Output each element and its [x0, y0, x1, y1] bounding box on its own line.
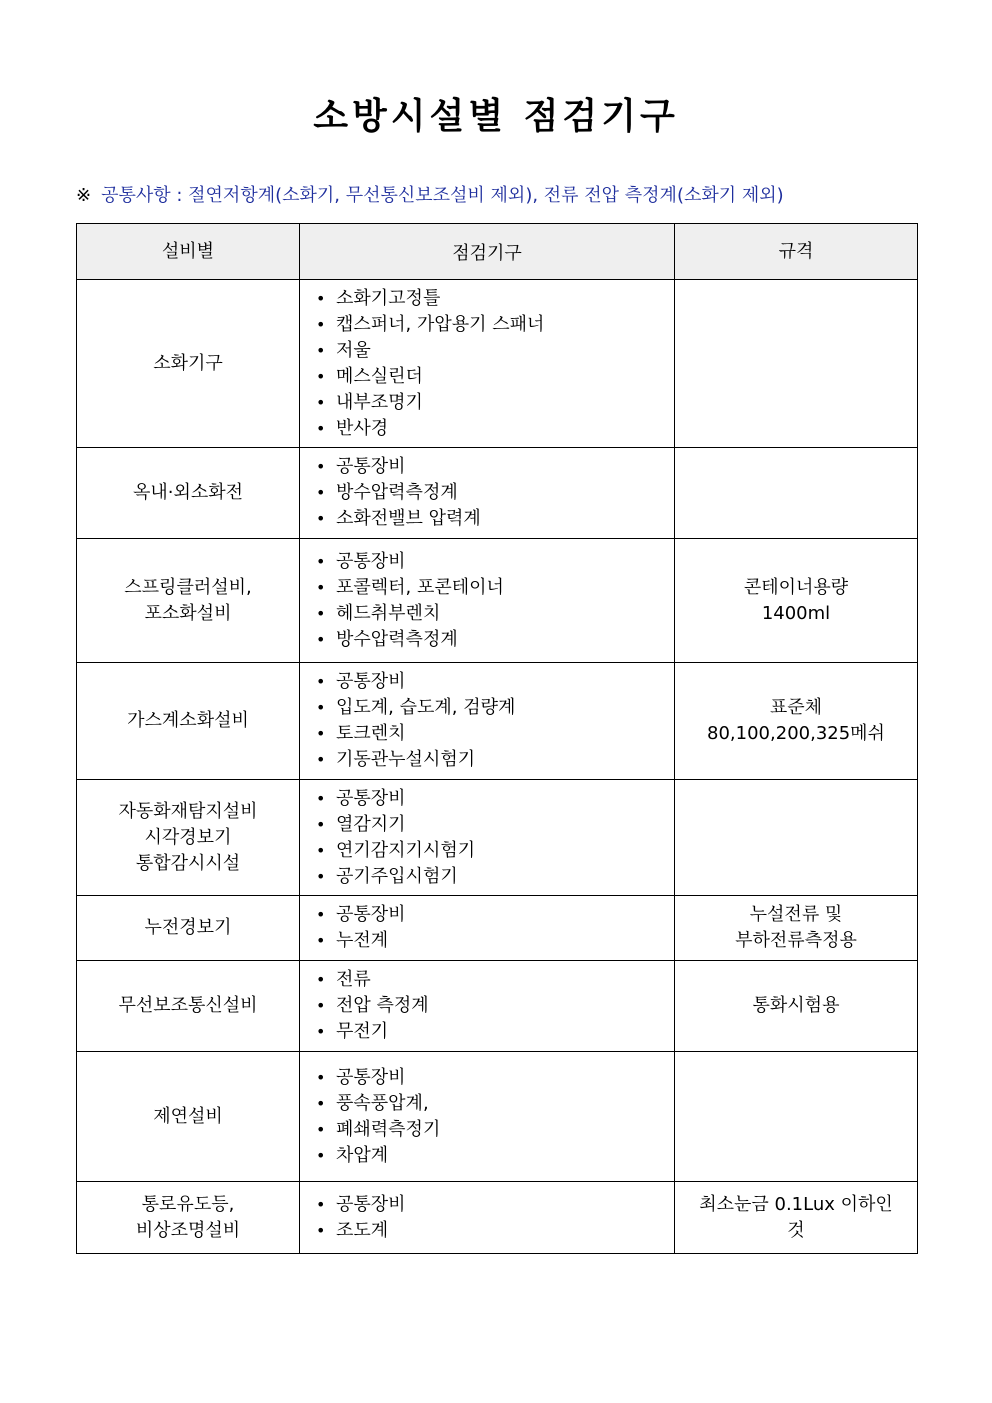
tool-item: • 헤드취부렌치	[316, 601, 674, 627]
spec-text: 표준체	[769, 697, 823, 718]
spec-text: 1400ml	[761, 602, 831, 624]
spec-cell	[675, 1052, 918, 1182]
tool-item: • 메스실린더	[316, 364, 674, 390]
facility-name: 자동화재탐지설비	[118, 800, 258, 822]
tool-item: • 소화전밸브 압력계	[316, 506, 674, 532]
tools-cell	[300, 961, 675, 1052]
spec-text: 누설전류 및	[749, 904, 843, 925]
facility-name: 비상조명설비	[135, 1219, 241, 1241]
spec-text: 부하전류측정용	[735, 930, 857, 951]
spec-cell	[675, 663, 918, 780]
facility-cell	[77, 1182, 300, 1254]
table-row	[77, 663, 918, 780]
facility-cell	[77, 1052, 300, 1182]
table-row	[77, 1052, 918, 1182]
spec-text: 통화시험용	[752, 995, 840, 1016]
tool-item: • 포콜렉터, 포콘테이너	[316, 575, 674, 601]
spec-cell	[675, 448, 918, 539]
facility-cell	[77, 448, 300, 539]
tool-item: • 차압계	[316, 1143, 674, 1169]
tool-item: • 내부조명기	[316, 390, 674, 416]
facility-name: 통로유도등,	[141, 1193, 235, 1215]
inspection-tools-table	[76, 223, 918, 1254]
tool-item: • 소화기고정틀	[316, 286, 674, 312]
tool-item: • 공통장비	[316, 1065, 674, 1091]
tool-item: • 전류	[316, 967, 674, 993]
facility-name: 무선보조통신설비	[118, 995, 258, 1016]
tools-cell	[300, 896, 675, 961]
tools-list	[316, 282, 674, 446]
facility-name: 가스계소화설비	[127, 710, 249, 731]
tool-item: • 공통장비	[316, 902, 674, 928]
tool-item: • 누전계	[316, 928, 674, 954]
table-row	[77, 280, 918, 448]
table-header-row	[77, 224, 918, 280]
spec-text: 80,100,200,325메쉬	[707, 723, 885, 744]
table-row	[77, 1182, 918, 1254]
tool-item: • 입도계, 습도계, 검량계	[316, 695, 674, 721]
tools-cell	[300, 280, 675, 448]
facility-cell	[77, 663, 300, 780]
tools-cell	[300, 1052, 675, 1182]
tool-item: • 공통장비	[316, 669, 674, 695]
tool-item: • 공기주입시험기	[316, 864, 674, 890]
table-row	[77, 896, 918, 961]
notice-text: 공통사항 : 절연저항계(소화기, 무선통신보조설비 제외), 전류 전압 측정계(소화기 제외)	[101, 185, 784, 206]
tools-list	[316, 898, 674, 958]
tool-item: • 공통장비	[316, 454, 674, 480]
tool-item: • 열감지기	[316, 812, 674, 838]
spec-text: 최소눈금 0.1Lux 이하인	[699, 1193, 893, 1215]
tools-list	[316, 665, 674, 777]
tools-list	[316, 782, 674, 894]
facility-cell	[77, 896, 300, 961]
tools-cell	[300, 780, 675, 896]
spec-cell	[675, 896, 918, 961]
table-body	[77, 280, 918, 1254]
spec-cell	[675, 539, 918, 663]
spec-cell	[675, 780, 918, 896]
tool-item: • 무전기	[316, 1019, 674, 1045]
tools-cell	[300, 539, 675, 663]
header-spec: 규격	[675, 224, 918, 280]
facility-cell	[77, 280, 300, 448]
tool-item: • 방수압력측정계	[316, 627, 674, 653]
tools-list	[316, 1061, 674, 1173]
page-title: 소방시설별 점검기구	[313, 96, 679, 137]
tool-item: • 공통장비	[316, 549, 674, 575]
tool-item: • 토크렌치	[316, 721, 674, 747]
facility-name: 스프링클러설비,	[124, 576, 252, 598]
spec-cell	[675, 1182, 918, 1254]
table-row	[77, 539, 918, 663]
tool-item: • 연기감지기시험기	[316, 838, 674, 864]
table-row	[77, 448, 918, 539]
tool-item: • 풍속풍압계,	[316, 1091, 674, 1117]
tool-item: • 캡스퍼너, 가압용기 스패너	[316, 312, 674, 338]
table-row	[77, 780, 918, 896]
reference-mark: ※	[76, 185, 92, 206]
tools-list	[316, 963, 674, 1049]
tools-list	[316, 450, 674, 536]
tool-item: • 반사경	[316, 416, 674, 442]
common-notice	[76, 182, 936, 210]
facility-cell	[77, 780, 300, 896]
spec-text: 것	[787, 1219, 805, 1241]
tool-item: • 공통장비	[316, 786, 674, 812]
tool-item: • 방수압력측정계	[316, 480, 674, 506]
facility-name: 포소화설비	[144, 602, 232, 624]
tools-list	[316, 545, 674, 657]
tools-cell	[300, 663, 675, 780]
tools-cell	[300, 1182, 675, 1254]
header-facility: 설비별	[77, 224, 300, 280]
facility-name: 소화기구	[153, 352, 223, 374]
tool-item: • 저울	[316, 338, 674, 364]
tools-cell	[300, 448, 675, 539]
facility-cell	[77, 961, 300, 1052]
tool-item: • 전압 측정계	[316, 993, 674, 1019]
spec-cell	[675, 280, 918, 448]
tool-item: • 폐쇄력측정기	[316, 1117, 674, 1143]
tool-item: • 기동관누설시험기	[316, 747, 674, 773]
facility-name: 옥내·외소화전	[132, 482, 244, 503]
tools-list	[316, 1188, 674, 1248]
table-row	[77, 961, 918, 1052]
facility-cell	[77, 539, 300, 663]
facility-name: 제연설비	[153, 1105, 223, 1127]
header-tools: 점검기구	[300, 224, 675, 280]
spec-cell	[675, 961, 918, 1052]
tool-item: • 조도계	[316, 1218, 674, 1244]
spec-text: 콘테이너용량	[743, 576, 849, 598]
facility-name: 시각경보기	[144, 826, 232, 848]
facility-name: 누전경보기	[144, 917, 232, 938]
facility-name: 통합감시시설	[135, 852, 241, 874]
tool-item: • 공통장비	[316, 1192, 674, 1218]
